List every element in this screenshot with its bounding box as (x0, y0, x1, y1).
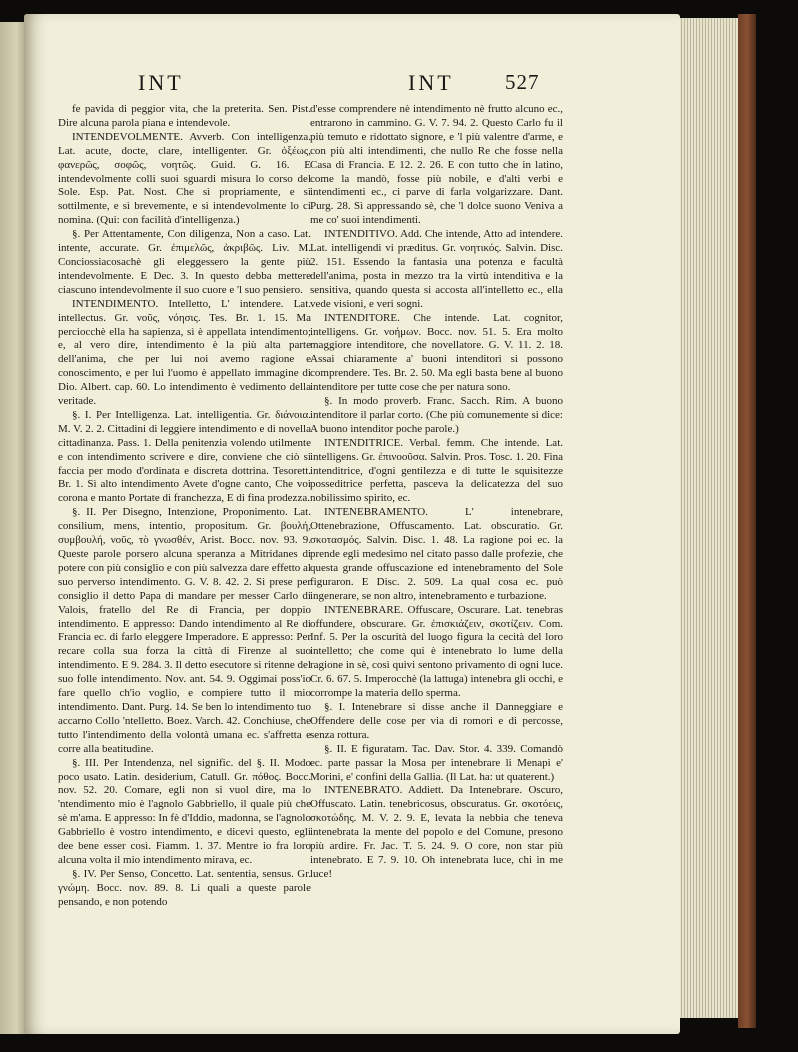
entry-paragraph: §. IV. Per Senso, Concetto. Lat. sententia, sensus. Gr. γνώμη. Bocc. nov. 89. 8. Li quali a queste parole pensando, e non potendo (58, 867, 311, 908)
entry-paragraph: §. I. Intenebrare si disse anche il Danneggiare e Offendere delle cose per via di romori e di percosse, senza rottura. (310, 700, 563, 741)
left-column (58, 103, 311, 910)
entry-paragraph: §. In modo proverb. Franc. Sacch. Rim. A buono intenditore il parlar corto. (Che più comunemente si dice: A buono intenditor poche parole.) (310, 395, 563, 435)
page-stack-edges (676, 18, 738, 1018)
entry-paragraph: INTENDITIVO. Add. Che intende, Atto ad intendere. Lat. intelligendi vi præditus. Gr. νοητικός. Salvin. Disc. 2. 151. Essendo la fantasia una potenza e facultà dell'anima, posta in mezzo tra la virtù intenditiva e la sensitiva, quando questa si accosta all'intelletto ec., ella vede visioni, e veri sogni. (310, 228, 563, 310)
entry-paragraph: INTENEBRARE. Offuscare, Oscurare. Lat. tenebras offundere, obscurare. Gr. ἐπισκιάζειν, σκοτίζειν. Com. Inf. 5. Per la oscurità del luogo figura la cecità del loro intelletto; che come qui è intenebrato lo lume della ragione in sè, così quivi sentono privamento di ogni luce. Cr. 6. 67. 5. Imperocchè (la lattuga) intenebra gli occhi, e corrompe la materia dello sperma. (310, 603, 563, 700)
entry-paragraph: INTENDEVOLMENTE. Avverb. Con intelligenza. Lat. acute, docte, clare, intelligenter. Gr. ὀξέως, φανερῶς, σοφῶς, νοητῶς. Guid. G. 16. E intendevolmente colli suoi sguardi misura lo corso del Sole. Esp. Pat. Nost. Che sì propriamente, e sì sottilmente, e sì brevemente, e sì intendevolmente lo ci nomina. (Qui: con facilità d'intelligenza.) (58, 130, 311, 227)
running-head-left: INT (138, 70, 184, 95)
entry-paragraph: d'esse comprendere nè intendimento nè frutto alcuno ec., entrarono in cammino. G. V. 7. 94. 2. Questo Carlo fu il più temuto e ridottato signore, e 'l più valentre d'arme, e con più alti intendimenti, che nullo Re che fosse nella Casa di Francia. E 12. 2. 26. E con tutto che in latino, come la mandò, fosse più nobile, e d'alti verbi e intendimenti ec., ci parve di farla volgarizzare. Dant. Purg. 28. Sì appressando sè, che 'l dolce suono Veniva a me co' suoi intendimenti. (310, 103, 563, 227)
running-head-center: INT (408, 70, 454, 95)
entry-paragraph: INTENDIMENTO. Intelletto, L' intendere. Lat. intellectus. Gr. νοῦς, νόησις. Tes. Br. 1. 15. Ma perciocchè ella ha sapienza, sì è appellata intendimento; e, al vero dire, intendimento è la più alta parte dell'anima, che per lui noi avemo ragione e conoscimento, e per lui l'uomo è appellato immagine di Dio. Albert. cap. 60. Lo intendimento è vedimento della veritade. (58, 297, 311, 408)
entry-paragraph: fe pavida di peggior vita, che la preterita. Sen. Pist. Dire alcuna parola piana e intendevole. (58, 103, 311, 129)
entry-paragraph: §. II. Per Disegno, Intenzione, Proponimento. Lat. consilium, mens, intentio, propositum. Gr. βουλή, συμβουλή, νοῦς, τὸ γνωσθέν, Arist. Bocc. nov. 93. 9. Queste parole porsero alcuna speranza a Mitridanes di potere con più consiglio e con più salvezza dare effetto al suo perverso intendimento. G. V. 8. 42. 2. Sì prese per consiglio il detto Papa di mandare per messer Carlo di Valois, fratello del Re di Francia, per doppio intendimento. E appresso: Dando intendimento al Re di Francia ec. di farlo eleggere Imperadore. E appresso: Per recare colla sua forza la città di Firenze al suo intendimento. E 9. 284. 3. Il detto esecutore si ritenne del suo folle intendimento. Nov. ant. 54. 9. Oggimai poss'io fare quello ch'io voglio, e compiere tutto il mio intendimento. Dant. Purg. 14. Se ben lo intendimento tuo accarno Collo 'ntelletto. Boez. Varch. 42. Conchiuse, che tutto l'intendimento della volontà umana ec. s'affretta e corre alla beatitudine. (58, 506, 311, 755)
entry-paragraph: INTENEBRAMENTO. L' intenebrare, Ottenebrazione, Offuscamento. Lat. obscuratio. Gr. σκοτασμός. Salvin. Disc. 1. 48. La ragione poi ec. la prende egli medesimo nel citato passo dalle profezie, che questa grande offuscazione ed intenebramento del Sole figuraron. E Disc. 2. 509. La qual cosa ec. può ingenerare, se non altro, intenebramento e turbazione. (310, 506, 563, 602)
entry-paragraph: INTENDITORE. Che intende. Lat. cognitor, intelligens. Gr. νοήμων. Bocc. nov. 51. 5. Era molto maggiore intenditore, che novellatore. G. V. 11. 2. 18. Assai chiaramente a' buoni intenditori si possono comprendere. Tes. Br. 2. 50. Ma egli basta bene al buono intenditore per tutte cose che per natura sono. (310, 311, 563, 394)
entry-paragraph: INTENDITRICE. Verbal. femm. Che intende. Lat. intelligens. Gr. ἐπινοοῦσα. Salvin. Pros. Tosc. 1. 20. Fina intenditrice, d'ogni gentilezza e di tutte le squisitezze posseditrice perfetta, pasceva la delicatezza del suo nobilissimo spirito, ec. (310, 436, 563, 505)
book-cover-edge (738, 14, 756, 1028)
entry-paragraph: §. I. Per Intelligenza. Lat. intelligentia. Gr. διάνοια. M. V. 2. 2. Cittadini di leggiere intendimento e di novella cittadinanza. Pass. 1. Della penitenzia volendo utilmente e con intendimento scrivere e dire, conviene che ciò si faccia per modo d'ordinata e discreta dottrina. Tesorett. Br. 1. Sì alto intendimento Avete d'ogne canto, Che voi corona e manto Portate di franchezza, E di fina prodezza. (58, 408, 311, 505)
entry-paragraph: §. Per Attentamente, Con diligenza, Non a caso. Lat. intente, accurate. Gr. ἐπιμελῶς, ἀκριβῶς. Liv. M. Conciossiacosachè gli eleggessero la gente più intendevolmente. E Dec. 3. In questo debba mettere ciascuno intendevolmente il suo cuore e 'l suo pensiero. (58, 228, 311, 296)
page-number: 527 (505, 70, 540, 94)
entry-paragraph: §. II. E figuratam. Tac. Dav. Stor. 4. 339. Comandò ec. parte passar la Mosa per intenebrare li Menapi e' Morini, e' confini della Gallia. (Il Lat. ha: ut quaterent.) (310, 742, 563, 783)
entry-paragraph: INTENEBRATO. Addiett. Da Intenebrare. Oscuro, Offuscato. Latin. tenebricosus, obscuratus. Gr. σκοτόεις, σκοτώδης. M. V. 2. 9. E, levata la nebbia che teneva intenebrata la mente del popolo e del Comune, presono più ardire. Fr. Jac. T. 5. 24. 9. O core, non star più intenebrato. E 7. 9. 10. Oh intenebrata luce, chi in me luce! (310, 784, 563, 880)
entry-paragraph: §. III. Per Intendenza, nel signific. del §. II. Modo poco usato. Latin. desiderium, Catull. Gr. πόθος. Bocc. nov. 52. 20. Comare, egli non si vuol dire, ma lo 'ntendimento mio è l'agnolo Gabbriello, il quale più che sè m'ama. E appresso: In fè d'Iddio, madonna, se l'agnolo Gabbriello è vostro intendimento, e dicevi questo, egli dee bene esser così. Fiamm. 1. 37. Mentre io fra loro alcuna volta il mio intendimento mirava, ec. (58, 756, 311, 866)
right-column (310, 103, 563, 882)
